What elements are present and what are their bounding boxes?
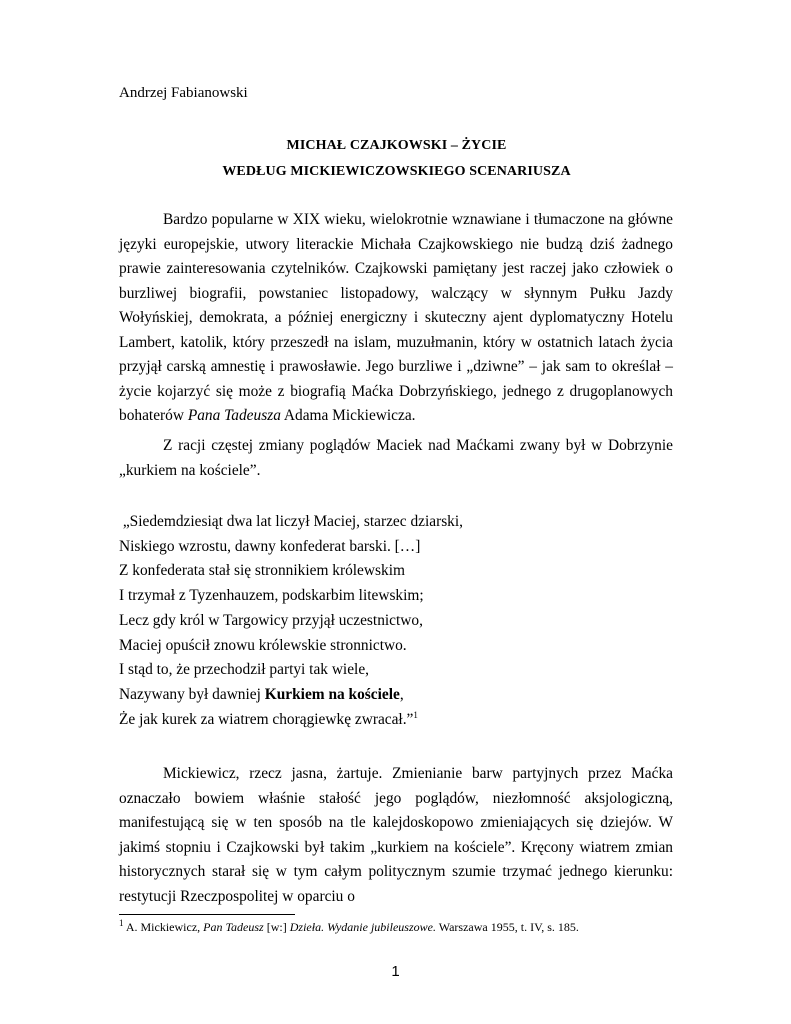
verse-line-text: Nazywany był dawniej [119, 685, 265, 703]
author-name: Andrzej Fabianowski [119, 85, 248, 101]
verse-line: Niskiego wzrostu, dawny konfederat barski. […] [119, 537, 421, 555]
verse-line: Z konfederata stał się stronnikiem królewskim [119, 562, 405, 580]
verse-line [119, 683, 463, 708]
paragraph-2: Z racji częstej zmiany poglądów Maciek nad Maćkami zwany był w Dobrzynie „kurkiem na kościele”. [119, 437, 673, 479]
verse-quote [119, 510, 463, 732]
footnote-text: Warszawa 1955, t. IV, s. 185. [435, 920, 579, 934]
verse-line: Lecz gdy król w Targowicy przyjął uczestnictwo, [119, 611, 423, 629]
page-number: 1 [391, 963, 400, 980]
footnote-reference[interactable]: 1 [413, 709, 418, 720]
verse-line: I stąd to, że przechodził partyi tak wiele, [119, 661, 369, 679]
footnote-italic: Pan Tadeusz [203, 920, 264, 934]
book-title: Pana Tadeusza [187, 407, 281, 424]
verse-line: Maciej opuścił znowu królewskie stronnictwo. [119, 636, 407, 654]
footnote-number: 1 [119, 918, 124, 928]
verse-line: „Siedemdziesiąt dwa lat liczył Maciej, starzec dziarski, [119, 513, 464, 530]
paragraph-1 [119, 208, 673, 429]
verse-emphasis: Kurkiem na kościele [264, 685, 400, 703]
footnote-text: A. Mickiewicz, [123, 920, 204, 934]
footnote-separator [119, 914, 295, 915]
footnote-italic: Dzieła. Wydanie jubileuszowe. [289, 920, 436, 934]
paragraph-3: Mickiewicz, rzecz jasna, żartuje. Zmienianie barw partyjnych przez Maćka oznaczało bowiem właśnie stałość jego poglądów, niezłomność aksjologiczną, manifestującą się w ten sposób na tle kalejdoskopowo zmieniających się dziejów. W jakimś stopniu i Czajkowski był takim „kurkiem na kościele”. Kręcony wiatrem zmian historycznych starał się w tym całym politycznym szumie trzymać jednego kierunku: restytucji Rzeczpospolitej w oparciu o [119, 765, 673, 905]
verse-line: I trzymał z Tyzenhauzem, podskarbim litewskim; [119, 587, 424, 605]
title-line-2: WEDŁUG MICKIEWICZOWSKIEGO SCENARIUSZA [222, 164, 571, 179]
verse-line [119, 708, 463, 733]
title-line-1: MICHAŁ CZAJKOWSKI – ŻYCIE [286, 138, 507, 153]
paragraph-1-text: Bardzo popularne w XIX wieku, wielokrotnie wznawiane i tłumaczone na główne języki europejskie, utwory literackie Michała Czajkowskiego nie budzą dziś żadnego prawie zainteresowania czytelników. Czajkowski pamiętany jest raczej jako człowiek o burzliwej biografii, powstaniec listopadowy, walczący w słynnym Pułku Jazdy Wołyńskiej, demokrata, a później energiczny i skuteczny ajent dyplomatyczny Hotelu Lambert, katolik, który przeszedł na islam, muzułmanin, który w ostatnich latach życia przyjął carską amnestię i prawosławie. Jego burzliwe i „dziwne” – jak sam to określał – życie kojarzyć się może z biografią Maćka Dobrzyńskiego, jednego z drugoplanowych bohaterów [119, 211, 673, 424]
paragraph-1-text-end: Adama Mickiewicza. [280, 407, 416, 424]
footnote-text: [w:] [263, 920, 290, 934]
footnote [119, 920, 579, 935]
verse-line-text: Że jak kurek za wiatrem chorągiewkę zwracał.” [119, 710, 414, 728]
verse-line-punct: , [399, 685, 404, 703]
